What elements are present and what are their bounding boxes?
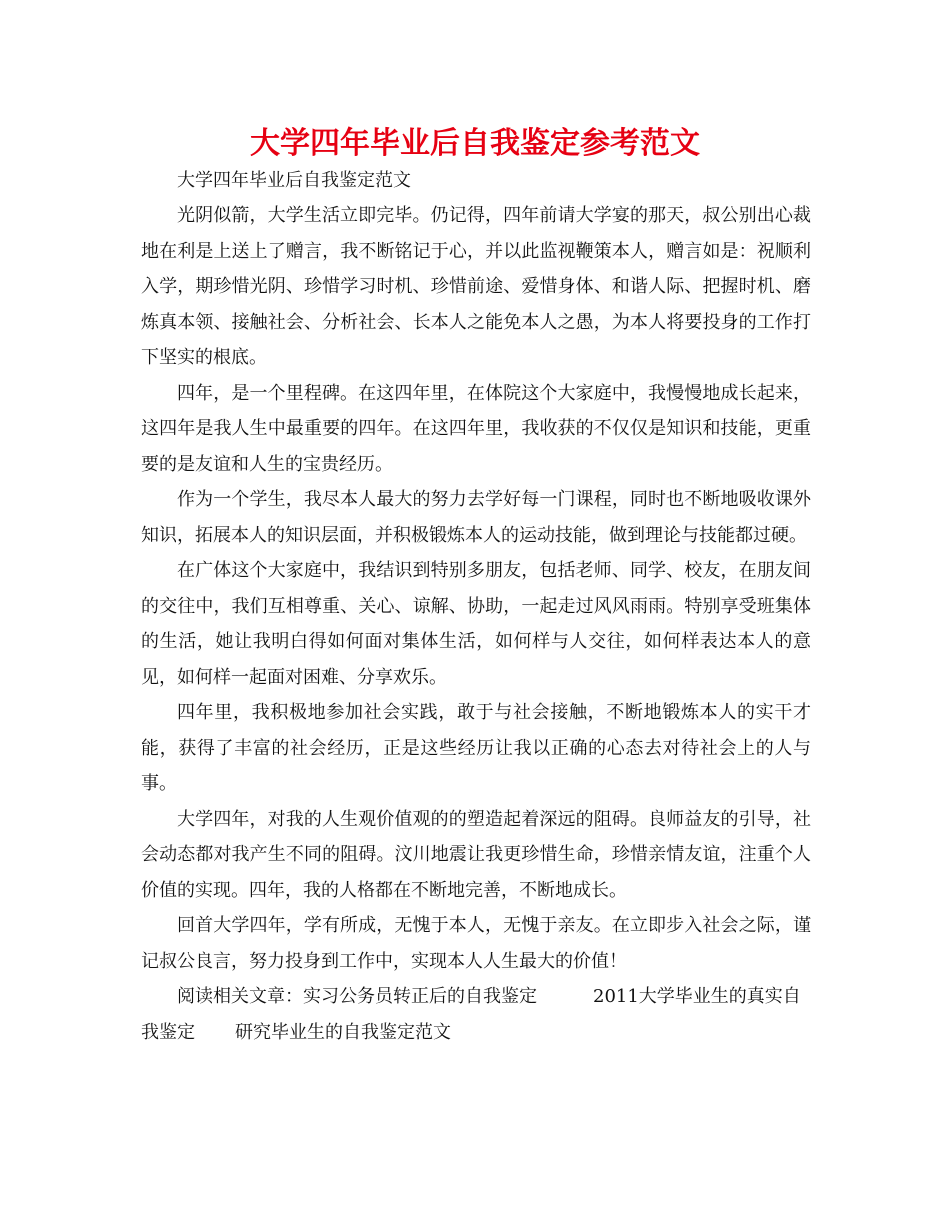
- paragraph-3: 作为一个学生，我尽本人最大的努力去学好每一门课程，同时也不断地吸收课外知识，拓展本人的知识层面，并积极锻炼本人的运动技能，做到理论与技能都过硬。: [141, 489, 811, 546]
- related-articles: [141, 979, 811, 1050]
- paragraph-7: 回首大学四年，学有所成，无愧于本人，无愧于亲友。在立即步入社会之际，谨记叔公良言，努力投身到工作中，实现本人人生最大的价值！: [141, 915, 811, 972]
- related-link-1[interactable]: 实习公务员转正后的自我鉴定: [303, 986, 537, 1007]
- paragraph-5: 四年里，我积极地参加社会实践，敢于与社会接触，不断地锻炼本人的实干才能，获得了丰富的社会经历，正是这些经历让我以正确的心态去对待社会上的人与事。: [141, 702, 811, 794]
- paragraph-4: 在广体这个大家庭中，我结识到特别多朋友，包括老师、同学、校友，在朋友间的交往中，我们互相尊重、关心、谅解、协助，一起走过风风雨雨。特别享受班集体的生活，她让我明白得如何面对集体生活，如何样与人交往，如何样表达本人的意见，如何样一起面对困难、分享欢乐。: [141, 560, 811, 688]
- document-body: [141, 164, 811, 1050]
- related-link-2[interactable]: 2011大学毕业生的真实自我鉴定: [141, 986, 801, 1043]
- related-link-3[interactable]: 研究毕业生的自我鉴定范文: [235, 1021, 451, 1043]
- paragraph-6: 大学四年，对我的人生观价值观的的塑造起着深远的阻碍。良师益友的引导，社会动态都对我产生不同的阻碍。汶川地震让我更珍惜生命，珍惜亲情友谊，注重个人价值的实现。四年，我的人格都在不断地完善，不断地成长。: [141, 808, 811, 901]
- document-title: 大学四年毕业后自我鉴定参考范文: [250, 126, 700, 161]
- related-label: 阅读相关文章：: [177, 986, 303, 1007]
- document-subtitle: 大学四年毕业后自我鉴定范文: [177, 170, 411, 191]
- paragraph-2: 四年，是一个里程碑。在这四年里，在体院这个大家庭中，我慢慢地成长起来，这四年是我人生中最重要的四年。在这四年里，我收获的不仅仅是知识和技能，更重要的是友谊和人生的宝贵经历。: [141, 382, 811, 475]
- paragraph-1: 光阴似箭，大学生活立即完毕。仍记得，四年前请大学宴的那天，叔公别出心裁地在利是上送上了赠言，我不断铭记于心，并以此监视鞭策本人，赠言如是：祝顺利入学，期珍惜光阴、珍惜学习时机、珍惜前途、爱惜身体、和谐人际、把握时机、磨炼真本领、接触社会、分析社会、长本人之能免本人之愚，为本人将要投身的工作打下坚实的根底。: [141, 205, 811, 368]
